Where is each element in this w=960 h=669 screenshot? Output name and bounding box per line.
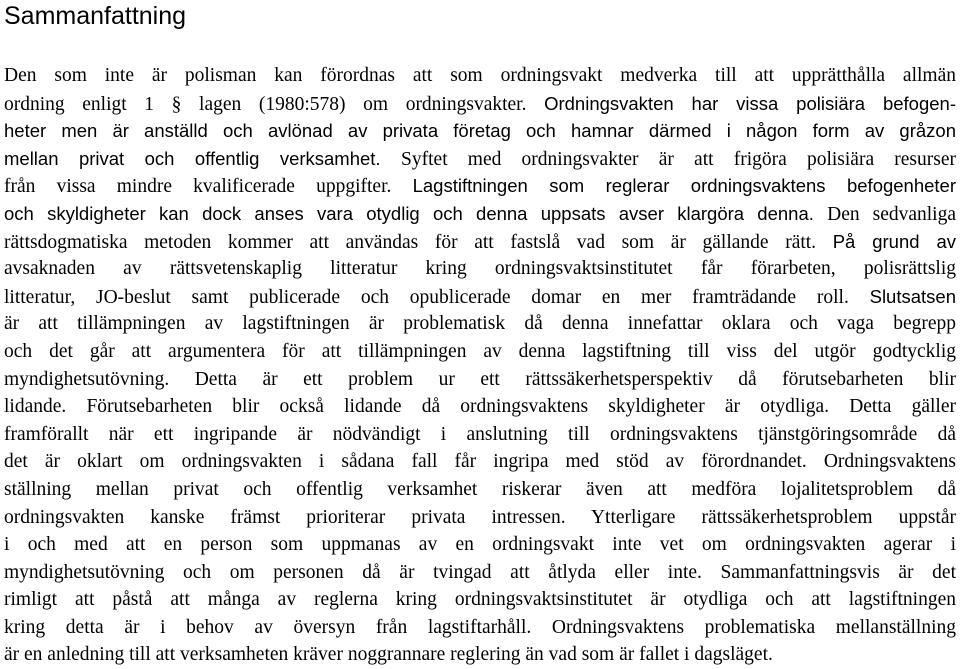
paragraph-line [4, 283, 956, 311]
text-segment: rimligt att påstå att många av reglerna kring ordningsvaktsinstitutet är otydliga och att lagstiftningen [4, 589, 956, 611]
text-segment: ställning mellan privat och offentlig verksamhet riskerar även att medföra lojalitetsproblem då [4, 478, 956, 500]
text-segment: Ordningsvakten har vissa polisiära befogen- [544, 92, 956, 114]
paragraph-line [4, 421, 956, 449]
paragraph-line [4, 117, 956, 145]
text-segment: ordningsvakten kanske främst prioriterar privata intressen. Ytterligare rättssäkerhetsproblem uppstår [4, 506, 956, 528]
paragraph-line [4, 614, 956, 642]
text-segment: Den sedvanliga [827, 203, 956, 225]
paragraph-line [4, 62, 956, 90]
paragraph-line [4, 531, 956, 559]
text-segment: från vissa mindre kvalificerade uppgifter. [4, 176, 413, 198]
summary-paragraph [4, 62, 956, 669]
paragraph-line [4, 90, 956, 118]
paragraph-line [4, 200, 956, 228]
text-segment: myndighetsutövning och om personen då är tvingad att åtlyda eller inte. Sammanfattningsvis är det [4, 561, 956, 583]
text-segment: Syftet med ordningsvakter är att frigöra polisiära resurser [401, 148, 956, 170]
paragraph-line [4, 641, 956, 669]
text-segment: och skyldigheter kan dock anses vara otydlig och denna uppsats avser klargöra denna. [4, 202, 828, 224]
paragraph-line [4, 228, 956, 256]
text-segment: och det går att argumentera för att tillämpningen av denna lagstiftning till viss del utgör godtycklig [4, 340, 956, 362]
text-segment: mellan privat och offentlig verksamhet. [4, 147, 402, 169]
text-segment: lidande. Förutsebarheten blir också lidande då ordningsvaktens skyldigheter är otydliga. Detta gäller [4, 396, 956, 418]
text-segment: är en anledning till att verksamheten kräver noggrannare reglering än vad som är fallet i dagsläget. [4, 644, 773, 666]
paragraph-line [4, 476, 956, 504]
paragraph-line [4, 448, 956, 476]
paragraph-line [4, 172, 956, 200]
text-segment: framförallt när ett ingripande är nödvändigt i anslutning till ordningsvaktens tjänstgöringsområde då [4, 423, 956, 445]
text-segment: heter men är anställd och avlönad av privata företag och hamnar därmed i någon form av gråzon [4, 120, 956, 142]
text-segment: är att tillämpningen av lagstiftningen är problematisk då denna innefattar oklara och vaga begrepp [4, 313, 956, 335]
page-title: Sammanfattning [4, 2, 187, 30]
paragraph-line [4, 310, 956, 338]
paragraph-line [4, 559, 956, 587]
text-segment: rättsdogmatiska metoden kommer att användas för att fastslå vad som är gällande rätt. [4, 231, 833, 253]
text-segment: i och med att en person som uppmanas av en ordningsvakt inte vet om ordningsvakten agerar i [4, 534, 956, 556]
text-segment: kring detta är i behov av översyn från lagstiftarhåll. Ordningsvaktens problematiska mellanställning [4, 616, 956, 638]
text-segment: Den som inte är polisman kan förordnas att som ordningsvakt medverka till att upprätthålla allmän [4, 65, 956, 86]
paragraph-line [4, 366, 956, 394]
text-segment: ordning enligt 1 § lagen (1980:578) om ordningsvakter. [4, 93, 545, 115]
text-segment: På grund av [832, 230, 956, 252]
text-segment: det är oklart om ordningsvakten i sådana fall får ingripa med stöd av förordnandet. Ordningsvaktens [4, 451, 956, 473]
paragraph-line [4, 338, 956, 366]
paragraph-line [4, 255, 956, 283]
text-segment: Slutsatsen [869, 285, 956, 307]
paragraph-line [4, 504, 956, 532]
paragraph-line [4, 586, 956, 614]
text-segment: Lagstiftningen som reglerar ordningsvaktens befogenheter [412, 175, 957, 197]
text-segment: avsaknaden av rättsvetenskaplig litteratur kring ordningsvaktsinstitutet får förarbeten, polisrättslig [4, 258, 956, 280]
text-segment: litteratur, JO-beslut samt publicerade och opublicerade domar en mer framträdande roll. [4, 286, 870, 308]
paragraph-line [4, 145, 956, 173]
text-segment: myndighetsutövning. Detta är ett problem ur ett rättssäkerhetsperspektiv då förutsebarheten blir [4, 368, 956, 390]
paragraph-line [4, 393, 956, 421]
